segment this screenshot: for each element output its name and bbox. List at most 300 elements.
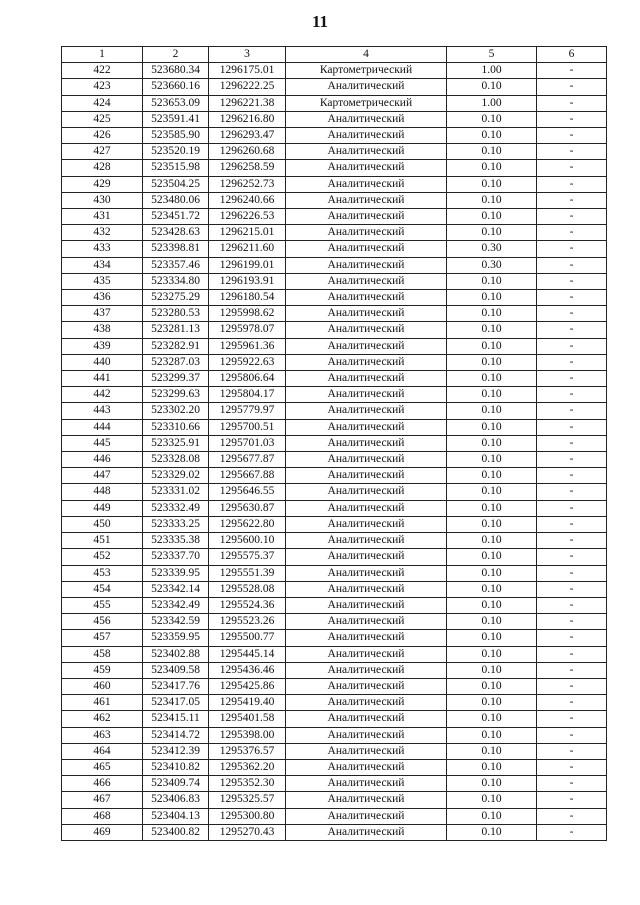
x-coordinate-cell: 523504.25 xyxy=(143,176,209,192)
y-coordinate-cell: 1295630.87 xyxy=(209,500,286,516)
table-row xyxy=(62,160,607,176)
note-cell: - xyxy=(537,290,607,306)
x-coordinate-cell: 523335.38 xyxy=(143,533,209,549)
coordinates-table xyxy=(61,46,607,841)
y-coordinate-cell: 1295401.58 xyxy=(209,711,286,727)
note-cell: - xyxy=(537,192,607,208)
method-cell: Аналитический xyxy=(286,435,447,451)
x-coordinate-cell: 523428.63 xyxy=(143,225,209,241)
method-cell: Аналитический xyxy=(286,338,447,354)
table-row xyxy=(62,678,607,694)
table-row xyxy=(62,500,607,516)
method-cell: Аналитический xyxy=(286,614,447,630)
note-cell: - xyxy=(537,549,607,565)
accuracy-cell: 0.10 xyxy=(447,79,537,95)
y-coordinate-cell: 1295646.55 xyxy=(209,484,286,500)
method-cell: Аналитический xyxy=(286,290,447,306)
point-number-cell: 426 xyxy=(62,128,143,144)
note-cell: - xyxy=(537,160,607,176)
point-number-cell: 429 xyxy=(62,176,143,192)
method-cell: Аналитический xyxy=(286,646,447,662)
table-row xyxy=(62,63,607,79)
accuracy-cell: 0.10 xyxy=(447,322,537,338)
note-cell: - xyxy=(537,95,607,111)
method-cell: Аналитический xyxy=(286,273,447,289)
point-number-cell: 432 xyxy=(62,225,143,241)
table-row xyxy=(62,452,607,468)
point-number-cell: 460 xyxy=(62,678,143,694)
method-cell: Аналитический xyxy=(286,354,447,370)
y-coordinate-cell: 1295500.77 xyxy=(209,630,286,646)
method-cell: Аналитический xyxy=(286,597,447,613)
method-cell: Аналитический xyxy=(286,792,447,808)
note-cell: - xyxy=(537,711,607,727)
y-coordinate-cell: 1295804.17 xyxy=(209,387,286,403)
table-row xyxy=(62,516,607,532)
accuracy-cell: 0.10 xyxy=(447,500,537,516)
y-coordinate-cell: 1295352.30 xyxy=(209,776,286,792)
accuracy-cell: 0.10 xyxy=(447,597,537,613)
method-cell: Аналитический xyxy=(286,549,447,565)
method-cell: Аналитический xyxy=(286,419,447,435)
table-row xyxy=(62,435,607,451)
accuracy-cell: 0.10 xyxy=(447,533,537,549)
y-coordinate-cell: 1295445.14 xyxy=(209,646,286,662)
y-coordinate-cell: 1295425.86 xyxy=(209,678,286,694)
accuracy-cell: 0.10 xyxy=(447,273,537,289)
note-cell: - xyxy=(537,144,607,160)
table-row xyxy=(62,371,607,387)
table-row xyxy=(62,743,607,759)
y-coordinate-cell: 1296215.01 xyxy=(209,225,286,241)
x-coordinate-cell: 523299.63 xyxy=(143,387,209,403)
note-cell: - xyxy=(537,678,607,694)
x-coordinate-cell: 523342.59 xyxy=(143,614,209,630)
note-cell: - xyxy=(537,338,607,354)
y-coordinate-cell: 1295961.36 xyxy=(209,338,286,354)
note-cell: - xyxy=(537,727,607,743)
table-row xyxy=(62,338,607,354)
x-coordinate-cell: 523660.16 xyxy=(143,79,209,95)
point-number-cell: 442 xyxy=(62,387,143,403)
method-cell: Аналитический xyxy=(286,808,447,824)
table-row xyxy=(62,290,607,306)
table-row xyxy=(62,322,607,338)
accuracy-cell: 0.10 xyxy=(447,759,537,775)
y-coordinate-cell: 1296240.66 xyxy=(209,192,286,208)
accuracy-cell: 0.10 xyxy=(447,484,537,500)
point-number-cell: 455 xyxy=(62,597,143,613)
point-number-cell: 465 xyxy=(62,759,143,775)
x-coordinate-cell: 523515.98 xyxy=(143,160,209,176)
x-coordinate-cell: 523591.41 xyxy=(143,111,209,127)
accuracy-cell: 0.10 xyxy=(447,678,537,694)
note-cell: - xyxy=(537,63,607,79)
method-cell: Аналитический xyxy=(286,743,447,759)
accuracy-cell: 0.10 xyxy=(447,354,537,370)
point-number-cell: 452 xyxy=(62,549,143,565)
method-cell: Аналитический xyxy=(286,500,447,516)
note-cell: - xyxy=(537,484,607,500)
y-coordinate-cell: 1296252.73 xyxy=(209,176,286,192)
accuracy-cell: 0.10 xyxy=(447,776,537,792)
table-row xyxy=(62,241,607,257)
point-number-cell: 464 xyxy=(62,743,143,759)
table-row xyxy=(62,354,607,370)
table-row xyxy=(62,273,607,289)
note-cell: - xyxy=(537,452,607,468)
x-coordinate-cell: 523414.72 xyxy=(143,727,209,743)
method-cell: Аналитический xyxy=(286,257,447,273)
x-coordinate-cell: 523287.03 xyxy=(143,354,209,370)
method-cell: Аналитический xyxy=(286,678,447,694)
point-number-cell: 425 xyxy=(62,111,143,127)
table-row xyxy=(62,549,607,565)
accuracy-cell: 0.10 xyxy=(447,662,537,678)
accuracy-cell: 0.10 xyxy=(447,111,537,127)
x-coordinate-cell: 523404.13 xyxy=(143,808,209,824)
x-coordinate-cell: 523329.02 xyxy=(143,468,209,484)
note-cell: - xyxy=(537,662,607,678)
accuracy-cell: 0.10 xyxy=(447,581,537,597)
y-coordinate-cell: 1295419.40 xyxy=(209,695,286,711)
accuracy-cell: 0.30 xyxy=(447,241,537,257)
y-coordinate-cell: 1295528.08 xyxy=(209,581,286,597)
method-cell: Аналитический xyxy=(286,306,447,322)
x-coordinate-cell: 523400.82 xyxy=(143,824,209,840)
point-number-cell: 433 xyxy=(62,241,143,257)
point-number-cell: 441 xyxy=(62,371,143,387)
y-coordinate-cell: 1296199.01 xyxy=(209,257,286,273)
accuracy-cell: 0.10 xyxy=(447,808,537,824)
table-row xyxy=(62,192,607,208)
accuracy-cell: 0.10 xyxy=(447,565,537,581)
accuracy-cell: 0.10 xyxy=(447,452,537,468)
x-coordinate-cell: 523409.74 xyxy=(143,776,209,792)
table-row xyxy=(62,824,607,840)
x-coordinate-cell: 523280.53 xyxy=(143,306,209,322)
accuracy-cell: 0.10 xyxy=(447,727,537,743)
table-body xyxy=(62,47,607,841)
x-coordinate-cell: 523402.88 xyxy=(143,646,209,662)
point-number-cell: 445 xyxy=(62,435,143,451)
point-number-cell: 443 xyxy=(62,403,143,419)
point-number-cell: 461 xyxy=(62,695,143,711)
point-number-cell: 436 xyxy=(62,290,143,306)
table-row xyxy=(62,630,607,646)
method-cell: Картометрический xyxy=(286,63,447,79)
table-row xyxy=(62,387,607,403)
x-coordinate-cell: 523282.91 xyxy=(143,338,209,354)
page-number: 11 xyxy=(311,12,329,31)
note-cell: - xyxy=(537,241,607,257)
point-number-cell: 466 xyxy=(62,776,143,792)
y-coordinate-cell: 1295779.97 xyxy=(209,403,286,419)
note-cell: - xyxy=(537,435,607,451)
accuracy-cell: 0.10 xyxy=(447,419,537,435)
point-number-cell: 454 xyxy=(62,581,143,597)
note-cell: - xyxy=(537,354,607,370)
accuracy-cell: 0.10 xyxy=(447,128,537,144)
accuracy-cell: 0.10 xyxy=(447,176,537,192)
y-coordinate-cell: 1295806.64 xyxy=(209,371,286,387)
y-coordinate-cell: 1295270.43 xyxy=(209,824,286,840)
point-number-cell: 431 xyxy=(62,209,143,225)
point-number-cell: 459 xyxy=(62,662,143,678)
method-cell: Аналитический xyxy=(286,711,447,727)
method-cell: Аналитический xyxy=(286,565,447,581)
point-number-cell: 430 xyxy=(62,192,143,208)
point-number-cell: 437 xyxy=(62,306,143,322)
point-number-cell: 427 xyxy=(62,144,143,160)
x-coordinate-cell: 523281.13 xyxy=(143,322,209,338)
table-row xyxy=(62,581,607,597)
y-coordinate-cell: 1296221.38 xyxy=(209,95,286,111)
x-coordinate-cell: 523415.11 xyxy=(143,711,209,727)
note-cell: - xyxy=(537,759,607,775)
note-cell: - xyxy=(537,225,607,241)
note-cell: - xyxy=(537,565,607,581)
y-coordinate-cell: 1296293.47 xyxy=(209,128,286,144)
method-cell: Аналитический xyxy=(286,111,447,127)
accuracy-cell: 0.10 xyxy=(447,209,537,225)
note-cell: - xyxy=(537,419,607,435)
table-row xyxy=(62,792,607,808)
table-row xyxy=(62,111,607,127)
point-number-cell: 440 xyxy=(62,354,143,370)
x-coordinate-cell: 523412.39 xyxy=(143,743,209,759)
note-cell: - xyxy=(537,322,607,338)
x-coordinate-cell: 523331.02 xyxy=(143,484,209,500)
method-cell: Аналитический xyxy=(286,128,447,144)
method-cell: Аналитический xyxy=(286,776,447,792)
method-cell: Аналитический xyxy=(286,662,447,678)
method-cell: Аналитический xyxy=(286,144,447,160)
y-coordinate-cell: 1295701.03 xyxy=(209,435,286,451)
accuracy-cell: 0.10 xyxy=(447,290,537,306)
note-cell: - xyxy=(537,630,607,646)
table-row xyxy=(62,808,607,824)
x-coordinate-cell: 523334.80 xyxy=(143,273,209,289)
accuracy-cell: 0.10 xyxy=(447,160,537,176)
point-number-cell: 448 xyxy=(62,484,143,500)
x-coordinate-cell: 523339.95 xyxy=(143,565,209,581)
method-cell: Аналитический xyxy=(286,581,447,597)
table-row xyxy=(62,646,607,662)
note-cell: - xyxy=(537,500,607,516)
note-cell: - xyxy=(537,743,607,759)
point-number-cell: 423 xyxy=(62,79,143,95)
note-cell: - xyxy=(537,79,607,95)
y-coordinate-cell: 1295575.37 xyxy=(209,549,286,565)
table-row xyxy=(62,597,607,613)
table-row xyxy=(62,403,607,419)
point-number-cell: 438 xyxy=(62,322,143,338)
y-coordinate-cell: 1295922.63 xyxy=(209,354,286,370)
accuracy-cell: 0.10 xyxy=(447,403,537,419)
table-row xyxy=(62,128,607,144)
point-number-cell: 422 xyxy=(62,63,143,79)
table-row xyxy=(62,257,607,273)
method-cell: Аналитический xyxy=(286,824,447,840)
method-cell: Аналитический xyxy=(286,484,447,500)
y-coordinate-cell: 1295376.57 xyxy=(209,743,286,759)
table-row xyxy=(62,484,607,500)
y-coordinate-cell: 1295978.07 xyxy=(209,322,286,338)
point-number-cell: 463 xyxy=(62,727,143,743)
y-coordinate-cell: 1296222.25 xyxy=(209,79,286,95)
accuracy-cell: 0.10 xyxy=(447,387,537,403)
note-cell: - xyxy=(537,533,607,549)
note-cell: - xyxy=(537,468,607,484)
point-number-cell: 456 xyxy=(62,614,143,630)
point-number-cell: 458 xyxy=(62,646,143,662)
note-cell: - xyxy=(537,273,607,289)
point-number-cell: 428 xyxy=(62,160,143,176)
point-number-cell: 453 xyxy=(62,565,143,581)
note-cell: - xyxy=(537,371,607,387)
x-coordinate-cell: 523310.66 xyxy=(143,419,209,435)
x-coordinate-cell: 523406.83 xyxy=(143,792,209,808)
y-coordinate-cell: 1295551.39 xyxy=(209,565,286,581)
method-cell: Аналитический xyxy=(286,176,447,192)
x-coordinate-cell: 523325.91 xyxy=(143,435,209,451)
table-row xyxy=(62,209,607,225)
accuracy-cell: 0.10 xyxy=(447,549,537,565)
method-cell: Аналитический xyxy=(286,452,447,468)
table-row xyxy=(62,614,607,630)
x-coordinate-cell: 523409.58 xyxy=(143,662,209,678)
point-number-cell: 467 xyxy=(62,792,143,808)
x-coordinate-cell: 523342.49 xyxy=(143,597,209,613)
y-coordinate-cell: 1296258.59 xyxy=(209,160,286,176)
accuracy-cell: 0.10 xyxy=(447,614,537,630)
y-coordinate-cell: 1295362.20 xyxy=(209,759,286,775)
point-number-cell: 469 xyxy=(62,824,143,840)
column-header-2: 2 xyxy=(143,47,209,63)
y-coordinate-cell: 1295600.10 xyxy=(209,533,286,549)
note-cell: - xyxy=(537,306,607,322)
point-number-cell: 457 xyxy=(62,630,143,646)
y-coordinate-cell: 1295300.80 xyxy=(209,808,286,824)
point-number-cell: 451 xyxy=(62,533,143,549)
note-cell: - xyxy=(537,824,607,840)
y-coordinate-cell: 1295325.57 xyxy=(209,792,286,808)
accuracy-cell: 0.10 xyxy=(447,371,537,387)
x-coordinate-cell: 523332.49 xyxy=(143,500,209,516)
x-coordinate-cell: 523520.19 xyxy=(143,144,209,160)
accuracy-cell: 0.10 xyxy=(447,711,537,727)
table-row xyxy=(62,144,607,160)
x-coordinate-cell: 523337.70 xyxy=(143,549,209,565)
method-cell: Аналитический xyxy=(286,387,447,403)
accuracy-cell: 0.10 xyxy=(447,516,537,532)
point-number-cell: 468 xyxy=(62,808,143,824)
column-header-6: 6 xyxy=(537,47,607,63)
method-cell: Аналитический xyxy=(286,322,447,338)
y-coordinate-cell: 1295677.87 xyxy=(209,452,286,468)
accuracy-cell: 0.10 xyxy=(447,144,537,160)
method-cell: Аналитический xyxy=(286,403,447,419)
accuracy-cell: 0.10 xyxy=(447,646,537,662)
column-header-4: 4 xyxy=(286,47,447,63)
note-cell: - xyxy=(537,792,607,808)
x-coordinate-cell: 523302.20 xyxy=(143,403,209,419)
note-cell: - xyxy=(537,403,607,419)
y-coordinate-cell: 1296175.01 xyxy=(209,63,286,79)
x-coordinate-cell: 523417.05 xyxy=(143,695,209,711)
point-number-cell: 435 xyxy=(62,273,143,289)
accuracy-cell: 0.10 xyxy=(447,225,537,241)
column-header-1: 1 xyxy=(62,47,143,63)
y-coordinate-cell: 1295998.62 xyxy=(209,306,286,322)
accuracy-cell: 0.10 xyxy=(447,630,537,646)
point-number-cell: 424 xyxy=(62,95,143,111)
table-row xyxy=(62,759,607,775)
accuracy-cell: 0.30 xyxy=(447,257,537,273)
method-cell: Картометрический xyxy=(286,95,447,111)
accuracy-cell: 0.10 xyxy=(447,338,537,354)
point-number-cell: 450 xyxy=(62,516,143,532)
table-row xyxy=(62,533,607,549)
point-number-cell: 439 xyxy=(62,338,143,354)
y-coordinate-cell: 1296226.53 xyxy=(209,209,286,225)
x-coordinate-cell: 523398.81 xyxy=(143,241,209,257)
table-row xyxy=(62,95,607,111)
y-coordinate-cell: 1295523.26 xyxy=(209,614,286,630)
accuracy-cell: 0.10 xyxy=(447,792,537,808)
x-coordinate-cell: 523357.46 xyxy=(143,257,209,273)
y-coordinate-cell: 1295436.46 xyxy=(209,662,286,678)
note-cell: - xyxy=(537,209,607,225)
note-cell: - xyxy=(537,176,607,192)
method-cell: Аналитический xyxy=(286,79,447,95)
x-coordinate-cell: 523333.25 xyxy=(143,516,209,532)
x-coordinate-cell: 523275.29 xyxy=(143,290,209,306)
point-number-cell: 449 xyxy=(62,500,143,516)
table-row xyxy=(62,565,607,581)
table-row xyxy=(62,468,607,484)
header-row xyxy=(62,47,607,63)
note-cell: - xyxy=(537,581,607,597)
note-cell: - xyxy=(537,646,607,662)
y-coordinate-cell: 1296193.91 xyxy=(209,273,286,289)
table-row xyxy=(62,662,607,678)
table-row xyxy=(62,176,607,192)
table-row xyxy=(62,776,607,792)
accuracy-cell: 1.00 xyxy=(447,95,537,111)
table-row xyxy=(62,695,607,711)
point-number-cell: 434 xyxy=(62,257,143,273)
y-coordinate-cell: 1296216.80 xyxy=(209,111,286,127)
y-coordinate-cell: 1295398.00 xyxy=(209,727,286,743)
method-cell: Аналитический xyxy=(286,468,447,484)
method-cell: Аналитический xyxy=(286,209,447,225)
method-cell: Аналитический xyxy=(286,630,447,646)
note-cell: - xyxy=(537,257,607,273)
y-coordinate-cell: 1295700.51 xyxy=(209,419,286,435)
method-cell: Аналитический xyxy=(286,160,447,176)
table-row xyxy=(62,225,607,241)
x-coordinate-cell: 523410.82 xyxy=(143,759,209,775)
table-row xyxy=(62,306,607,322)
x-coordinate-cell: 523342.14 xyxy=(143,581,209,597)
accuracy-cell: 0.10 xyxy=(447,695,537,711)
x-coordinate-cell: 523480.06 xyxy=(143,192,209,208)
table-row xyxy=(62,419,607,435)
point-number-cell: 447 xyxy=(62,468,143,484)
y-coordinate-cell: 1296180.54 xyxy=(209,290,286,306)
